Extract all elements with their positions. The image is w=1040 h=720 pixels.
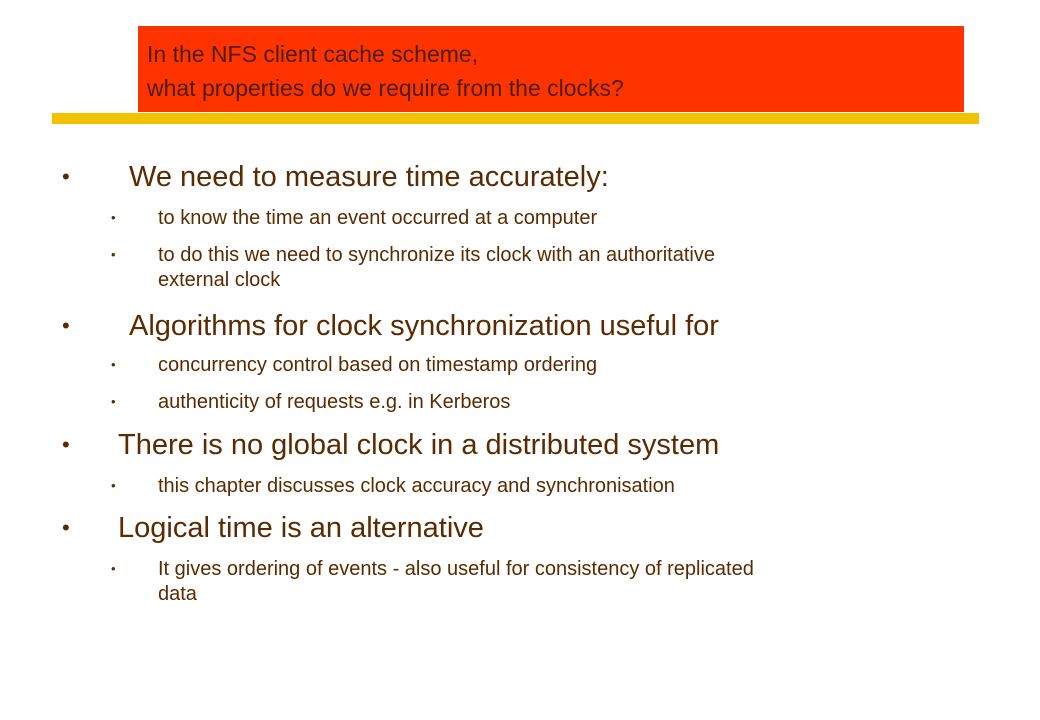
- sub-bullet-dot-icon: •: [111, 357, 116, 372]
- bullet-dot-icon: •: [62, 164, 70, 189]
- sub-bullet-1-2-continued: [0, 268, 1040, 292]
- bullet-text-2: Algorithms for clock synchronization useful for: [129, 310, 719, 342]
- sub-bullet-1-1: [0, 206, 1040, 230]
- title-line-1: In the NFS client cache scheme,: [147, 41, 479, 67]
- title-banner: [138, 26, 964, 112]
- sub-bullet-4-1-continued: [0, 582, 1040, 606]
- sub-bullet-dot-icon: •: [111, 478, 116, 493]
- bullet-text-1: We need to measure time accurately:: [129, 161, 609, 193]
- sub-bullet-1-2: [0, 243, 1040, 267]
- sub-bullet-4-1: [0, 557, 1040, 581]
- sub-bullet-dot-icon: •: [111, 210, 116, 225]
- sub-bullet-text: to do this we need to synchronize its clock with an authoritative: [158, 244, 715, 266]
- sub-bullet-dot-icon: •: [111, 394, 116, 409]
- title-underline-rule: [52, 113, 979, 124]
- bullet-text-4: Logical time is an alternative: [118, 512, 484, 544]
- sub-bullet-text: to know the time an event occurred at a computer: [158, 207, 598, 229]
- bullet-text-3: There is no global clock in a distributed system: [118, 429, 720, 461]
- sub-bullet-2-1: [0, 353, 1040, 377]
- sub-bullet-2-2: [0, 390, 1040, 414]
- sub-bullet-dot-icon: •: [111, 561, 116, 576]
- sub-bullet-text: external clock: [158, 269, 281, 291]
- bullet-item-2: [0, 309, 1040, 343]
- sub-bullet-text: this chapter discusses clock accuracy and synchronisation: [158, 475, 675, 497]
- sub-bullet-text: concurrency control based on timestamp ordering: [158, 354, 598, 376]
- bullet-dot-icon: •: [62, 313, 70, 338]
- title-line-2: what properties do we require from the clocks?: [147, 75, 624, 101]
- bullet-item-4: [0, 511, 1040, 545]
- sub-bullet-text: data: [158, 583, 197, 605]
- sub-bullet-text: It gives ordering of events - also useful for consistency of replicated: [158, 558, 754, 580]
- bullet-dot-icon: •: [62, 515, 70, 540]
- sub-bullet-text: authenticity of requests e.g. in Kerberos: [158, 391, 511, 413]
- sub-bullet-3-1: [0, 474, 1040, 498]
- bullet-dot-icon: •: [62, 432, 70, 457]
- sub-bullet-dot-icon: •: [111, 247, 116, 262]
- bullet-item-1: [0, 160, 1040, 194]
- bullet-item-3: [0, 428, 1040, 462]
